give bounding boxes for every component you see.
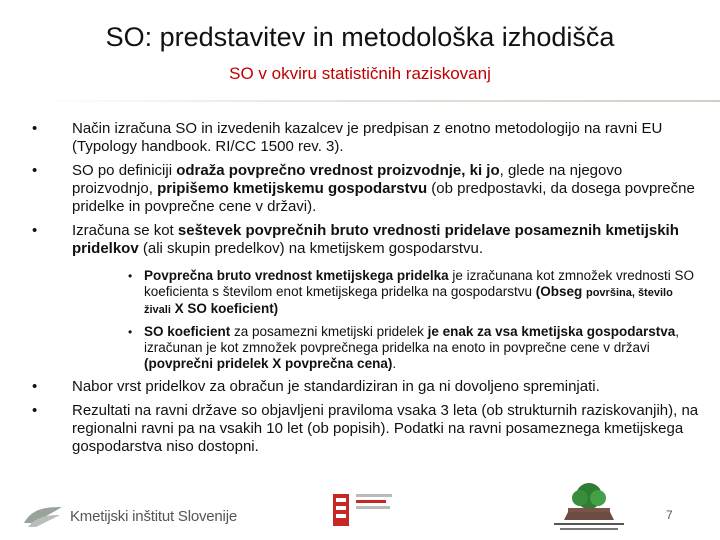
sub-bullet-text: . bbox=[392, 356, 397, 371]
slide-body bbox=[30, 120, 700, 462]
sub-bullet-text: je izračunana kot zmnožek vrednosti SO koeficienta s številom enot kmetijskega pridelka na gospodarstvu bbox=[144, 268, 694, 299]
bullet-item bbox=[30, 162, 700, 216]
sub-bullet-bold-text: X SO koeficient) bbox=[170, 301, 279, 316]
bullet-bold-text: seštevek povprečnih bruto vrednosti pridelave posameznih kmetijskih pridelkov bbox=[72, 222, 679, 257]
university-logo-text bbox=[356, 494, 392, 509]
page-number: 7 bbox=[666, 508, 673, 522]
university-logo bbox=[330, 490, 400, 534]
sub-bullet-text: , izračunan je kot zmnožek povprečnega pridelka na enoto in povprečne cene v državi bbox=[144, 324, 680, 355]
bullet-bold-text: odraža povprečno vrednost proizvodnje, ki jo bbox=[176, 162, 500, 179]
sub-bullet-text: za posamezni kmetijski pridelek bbox=[230, 324, 428, 339]
sub-bullet-bold-text: (Obseg bbox=[535, 284, 586, 299]
bullet-item bbox=[30, 378, 700, 396]
ministry-logo bbox=[550, 478, 628, 534]
institute-logo bbox=[22, 498, 237, 534]
bullet-item bbox=[30, 120, 700, 156]
bullet-text-part: (ob predpostavki, da dosega povprečne pridelke in povprečne cene v državi). bbox=[72, 180, 695, 215]
header-divider bbox=[30, 100, 720, 102]
sub-bullet-bold-text: SO koeficient bbox=[144, 324, 231, 339]
leaf-logo-icon bbox=[22, 503, 64, 529]
bullet-text-part: , glede na njegovo proizvodnjo, bbox=[72, 162, 623, 197]
sub-bullet-item bbox=[72, 324, 700, 372]
bullet-item bbox=[30, 222, 700, 372]
bullet-text-part: (ali skupin predelkov) na kmetijskem gospodarstvu. bbox=[138, 240, 484, 257]
bullet-text: Način izračuna SO in izvedenih kazalcev je predpisan z enotno metodologijo na ravni EU (Typology handbook. RI/CC 1500 rev. 3). bbox=[72, 120, 663, 155]
crest-icon bbox=[330, 490, 352, 530]
bullet-bold-text: pripišemo kmetijskemu gospodarstvu bbox=[157, 180, 428, 197]
bullet-text: Nabor vrst pridelkov za obračun je standardiziran in ga ni dovoljeno spreminjati. bbox=[72, 378, 600, 395]
institute-name: Kmetijski inštitut Slovenije bbox=[70, 507, 237, 525]
sub-bullet-list bbox=[72, 268, 700, 372]
sub-bullet-bold-text: (povprečni pridelek X povprečna cena) bbox=[144, 356, 393, 371]
bullet-list bbox=[30, 120, 700, 456]
bullet-item bbox=[30, 402, 700, 456]
page-title: SO: predstavitev in metodološka izhodišča bbox=[105, 22, 615, 52]
bullet-text-part: Izračuna se kot bbox=[72, 222, 178, 239]
sub-bullet-bold-text: je enak za vsa kmetijska gospodarstva bbox=[427, 324, 676, 339]
page-subtitle: SO v okviru statističnih raziskovanj bbox=[229, 64, 491, 83]
bullet-text: Rezultati na ravni države so objavljeni praviloma vsaka 3 leta (ob strukturnih raziskovanjih), na regionalni ravni pa na vsakih 10 let (ob popisih). Podatki na ravni posameznega kmetijskega gospodarstva niso dostopni. bbox=[72, 402, 699, 455]
bullet-text-part: SO po definiciji bbox=[72, 162, 177, 179]
sub-bullet-bold-text: Povprečna bruto vrednost kmetijskega pridelka bbox=[144, 268, 449, 283]
sub-bullet-small-text: površina, število živali bbox=[144, 287, 673, 316]
farm-landscape-icon bbox=[550, 478, 628, 534]
sub-bullet-item bbox=[72, 268, 700, 318]
